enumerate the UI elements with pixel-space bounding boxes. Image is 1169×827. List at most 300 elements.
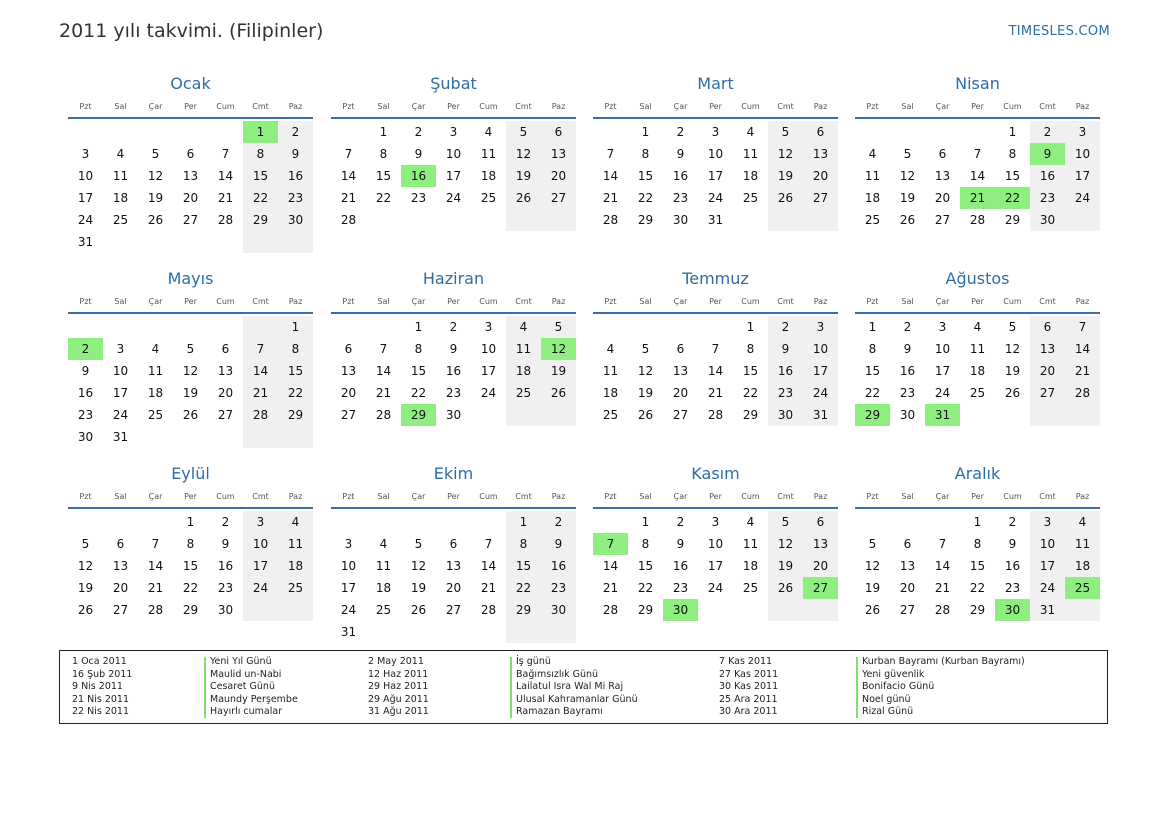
holiday-name: Maulid un-Nabi — [210, 668, 282, 680]
holiday-day-cell: 7 — [593, 533, 628, 555]
holiday-date: 7 Kas 2011 — [719, 656, 773, 667]
holiday-name: Ramazan Bayramı — [516, 706, 603, 718]
site-link[interactable]: TIMESLES.COM — [1008, 24, 1110, 39]
day-cell: 9 — [278, 143, 313, 165]
day-cell: 5 — [186, 342, 195, 356]
holiday-date-column — [368, 656, 429, 719]
day-cell: 17 — [707, 169, 724, 183]
day-cell: 17 — [243, 555, 278, 577]
empty-cell — [471, 621, 506, 643]
day-cell: 4 — [278, 511, 313, 533]
empty-cell — [471, 209, 506, 231]
empty-cell — [1065, 209, 1100, 231]
weekday-label: Çar — [148, 492, 163, 501]
day-cell: 6 — [541, 121, 576, 143]
weekday-label: Çar — [935, 492, 950, 501]
day-cell: 17 — [934, 364, 951, 378]
empty-cell — [471, 404, 506, 426]
day-cell: 14 — [707, 364, 724, 378]
day-cell: 15 — [243, 165, 278, 187]
header-divider — [593, 117, 838, 119]
empty-cell — [243, 426, 278, 448]
day-cell: 25 — [278, 577, 313, 599]
empty-cell — [366, 316, 401, 338]
day-cell: 22 — [969, 581, 986, 595]
day-cell: 12 — [506, 143, 541, 165]
day-cell: 5 — [903, 147, 912, 161]
day-cell: 22 — [182, 581, 199, 595]
weekday-label: Cum — [1003, 102, 1022, 111]
day-cell: 4 — [868, 147, 877, 161]
day-cell: 17 — [1030, 555, 1065, 577]
day-cell: 26 — [637, 408, 654, 422]
empty-cell — [925, 511, 960, 533]
day-cell: 21 — [934, 581, 951, 595]
weekday-label: Paz — [813, 297, 828, 306]
day-cell: 10 — [243, 533, 278, 555]
day-cell: 28 — [375, 408, 392, 422]
weekday-label: Per — [709, 492, 722, 501]
empty-cell — [803, 599, 838, 621]
weekday-label: Çar — [148, 297, 163, 306]
day-cell: 18 — [864, 191, 881, 205]
day-cell: 13 — [445, 559, 462, 573]
day-cell: 25 — [506, 382, 541, 404]
month-block — [855, 463, 1100, 621]
day-cell: 16 — [217, 559, 234, 573]
day-cell: 2 — [1030, 121, 1065, 143]
day-cell: 13 — [182, 169, 199, 183]
header-divider — [68, 312, 313, 314]
day-cell: 27 — [541, 187, 576, 209]
weekday-label: Per — [184, 492, 197, 501]
day-cell: 16 — [541, 555, 576, 577]
weekday-label: Per — [447, 102, 460, 111]
day-cell: 28 — [969, 213, 986, 227]
day-cell: 15 — [410, 364, 427, 378]
day-cell: 22 — [637, 191, 654, 205]
header-divider — [593, 312, 838, 314]
month-block — [68, 463, 313, 621]
day-cell: 19 — [1004, 364, 1021, 378]
weekday-label: Per — [971, 297, 984, 306]
empty-cell — [855, 511, 890, 533]
day-cell: 19 — [768, 555, 803, 577]
day-cell: 9 — [414, 147, 423, 161]
holiday-day-cell: 29 — [855, 404, 890, 426]
day-cell: 29 — [637, 603, 654, 617]
weekday-label: Per — [447, 297, 460, 306]
day-cell: 18 — [112, 191, 129, 205]
day-cell: 3 — [711, 515, 720, 529]
weekday-header — [331, 292, 576, 312]
day-cell: 16 — [672, 169, 689, 183]
empty-cell — [138, 426, 173, 448]
day-cell: 29 — [278, 404, 313, 426]
day-cell: 11 — [278, 533, 313, 555]
weekday-label: Sal — [114, 297, 127, 306]
holiday-day-cell: 1 — [243, 121, 278, 143]
day-cell: 6 — [803, 121, 838, 143]
day-cell: 28 — [1065, 382, 1100, 404]
holiday-date: 30 Kas 2011 — [719, 681, 779, 693]
empty-cell — [890, 121, 925, 143]
day-cell: 7 — [484, 537, 493, 551]
day-cell: 8 — [746, 342, 755, 356]
holiday-day-cell: 12 — [541, 338, 576, 360]
day-cell: 31 — [112, 430, 129, 444]
day-cell: 13 — [541, 143, 576, 165]
empty-cell — [698, 599, 733, 621]
header-divider — [855, 117, 1100, 119]
day-cell: 3 — [803, 316, 838, 338]
holiday-date: 27 Kas 2011 — [719, 668, 779, 680]
weekday-label: Sal — [114, 492, 127, 501]
day-cell: 20 — [803, 165, 838, 187]
empty-cell — [436, 209, 471, 231]
weekday-label: Çar — [935, 297, 950, 306]
holiday-marker — [204, 657, 206, 718]
day-cell: 26 — [899, 213, 916, 227]
empty-cell — [471, 511, 506, 533]
day-cell: 25 — [742, 581, 759, 595]
day-cell: 19 — [768, 165, 803, 187]
empty-cell — [995, 404, 1030, 426]
day-cell: 19 — [541, 360, 576, 382]
day-cell: 2 — [221, 515, 230, 529]
day-cell: 2 — [1008, 515, 1017, 529]
empty-cell — [436, 621, 471, 643]
weekday-label: Cmt — [777, 492, 794, 501]
day-cell: 6 — [938, 147, 947, 161]
empty-cell — [366, 511, 401, 533]
holiday-list — [59, 650, 1108, 724]
day-cell: 24 — [77, 213, 94, 227]
day-cell: 27 — [1030, 382, 1065, 404]
day-cell: 3 — [1030, 511, 1065, 533]
weekday-label: Per — [184, 297, 197, 306]
day-cell: 27 — [672, 408, 689, 422]
day-cell: 23 — [1004, 581, 1021, 595]
empty-cell — [243, 599, 278, 621]
day-cell: 7 — [344, 147, 353, 161]
day-cell: 11 — [602, 364, 619, 378]
day-cell: 20 — [803, 555, 838, 577]
empty-cell — [506, 621, 541, 643]
day-cell: 1 — [973, 515, 982, 529]
page-title: 2011 yılı takvimi. (Filipinler) — [59, 20, 324, 42]
day-cell: 4 — [506, 316, 541, 338]
weekday-label: Sal — [377, 492, 390, 501]
day-cell: 30 — [217, 603, 234, 617]
day-cell: 20 — [445, 581, 462, 595]
weekday-label: Cum — [479, 102, 498, 111]
month-name: Mayıs — [167, 269, 214, 288]
day-cell: 19 — [410, 581, 427, 595]
day-cell: 28 — [340, 213, 357, 227]
weekday-label: Cmt — [252, 102, 269, 111]
day-cell: 21 — [217, 191, 234, 205]
day-cell: 8 — [1008, 147, 1017, 161]
holiday-day-cell: 30 — [663, 599, 698, 621]
weekday-label: Cum — [741, 102, 760, 111]
day-cell: 10 — [480, 342, 497, 356]
day-cell: 10 — [934, 342, 951, 356]
day-cell: 28 — [217, 213, 234, 227]
holiday-name: Rizal Günü — [862, 706, 914, 718]
empty-cell — [506, 404, 541, 426]
holiday-day-cell: 31 — [925, 404, 960, 426]
day-cell: 9 — [541, 533, 576, 555]
day-cell: 31 — [803, 404, 838, 426]
day-cell: 12 — [147, 169, 164, 183]
empty-cell — [803, 209, 838, 231]
weekday-header — [855, 487, 1100, 507]
day-cell: 7 — [221, 147, 230, 161]
empty-cell — [1065, 599, 1100, 621]
day-grid — [855, 121, 1100, 231]
holiday-date: 21 Nis 2011 — [72, 693, 129, 705]
day-cell: 4 — [379, 537, 388, 551]
empty-cell — [366, 621, 401, 643]
weekday-label: Sal — [639, 297, 652, 306]
day-cell: 2 — [903, 320, 912, 334]
day-cell: 1 — [746, 320, 755, 334]
day-cell: 12 — [77, 559, 94, 573]
empty-cell — [1065, 404, 1100, 426]
day-cell: 14 — [243, 360, 278, 382]
day-cell: 13 — [112, 559, 129, 573]
day-cell: 5 — [868, 537, 877, 551]
weekday-label: Pzt — [342, 102, 355, 111]
weekday-label: Cmt — [1039, 102, 1056, 111]
weekday-header — [593, 292, 838, 312]
day-cell: 31 — [1030, 599, 1065, 621]
day-cell: 16 — [1004, 559, 1021, 573]
header-divider — [593, 507, 838, 509]
empty-cell — [628, 316, 663, 338]
empty-cell — [173, 426, 208, 448]
weekday-label: Paz — [551, 492, 566, 501]
day-cell: 23 — [672, 581, 689, 595]
day-cell: 25 — [864, 213, 881, 227]
weekday-label: Cmt — [1039, 297, 1056, 306]
weekday-label: Sal — [377, 102, 390, 111]
empty-cell — [401, 511, 436, 533]
day-cell: 10 — [707, 537, 724, 551]
day-cell: 10 — [77, 169, 94, 183]
day-cell: 16 — [899, 364, 916, 378]
day-cell: 12 — [768, 533, 803, 555]
month-block — [593, 268, 838, 426]
day-cell: 21 — [375, 386, 392, 400]
day-cell: 22 — [278, 382, 313, 404]
day-cell: 15 — [637, 169, 654, 183]
day-cell: 1 — [506, 511, 541, 533]
day-cell: 8 — [243, 143, 278, 165]
holiday-name: Bağımsızlık Günü — [516, 668, 599, 680]
empty-cell — [68, 316, 103, 338]
day-cell: 8 — [379, 147, 388, 161]
holiday-date: 31 Ağu 2011 — [368, 706, 429, 718]
day-cell: 23 — [899, 386, 916, 400]
holiday-day-cell: 2 — [68, 338, 103, 360]
day-cell: 18 — [480, 169, 497, 183]
month-name: Şubat — [430, 74, 477, 93]
day-cell: 18 — [1065, 555, 1100, 577]
day-cell: 23 — [672, 191, 689, 205]
day-cell: 2 — [278, 121, 313, 143]
day-cell: 12 — [1004, 342, 1021, 356]
day-cell: 23 — [1030, 187, 1065, 209]
day-cell: 16 — [278, 165, 313, 187]
day-cell: 27 — [182, 213, 199, 227]
day-cell: 6 — [449, 537, 458, 551]
day-cell: 5 — [541, 316, 576, 338]
day-cell: 3 — [711, 125, 720, 139]
empty-cell — [1030, 404, 1065, 426]
empty-cell — [401, 621, 436, 643]
day-cell: 11 — [742, 147, 759, 161]
day-cell: 19 — [637, 386, 654, 400]
day-cell: 18 — [742, 559, 759, 573]
day-cell: 13 — [899, 559, 916, 573]
day-grid — [593, 511, 838, 621]
day-cell: 17 — [77, 191, 94, 205]
day-cell: 3 — [1065, 121, 1100, 143]
day-cell: 28 — [243, 404, 278, 426]
weekday-label: Pzt — [79, 297, 92, 306]
empty-cell — [278, 599, 313, 621]
empty-cell — [138, 121, 173, 143]
holiday-date-column — [72, 656, 132, 719]
day-cell: 9 — [676, 147, 685, 161]
holiday-marker — [856, 657, 858, 718]
weekday-label: Cmt — [515, 102, 532, 111]
day-cell: 28 — [480, 603, 497, 617]
month-name: Kasım — [691, 464, 740, 483]
weekday-label: Cmt — [252, 492, 269, 501]
weekday-label: Cmt — [515, 492, 532, 501]
day-cell: 24 — [707, 191, 724, 205]
month-name: Haziran — [422, 269, 485, 288]
day-cell: 5 — [641, 342, 650, 356]
weekday-label: Cum — [479, 492, 498, 501]
day-cell: 19 — [147, 191, 164, 205]
day-cell: 21 — [147, 581, 164, 595]
weekday-label: Çar — [673, 102, 688, 111]
month-block — [331, 268, 576, 426]
day-cell: 6 — [344, 342, 353, 356]
day-cell: 26 — [77, 603, 94, 617]
day-cell: 13 — [672, 364, 689, 378]
day-cell: 12 — [864, 559, 881, 573]
header-divider — [68, 117, 313, 119]
day-cell: 2 — [676, 515, 685, 529]
weekday-label: Sal — [901, 102, 914, 111]
holiday-day-cell: 30 — [995, 599, 1030, 621]
day-cell: 27 — [899, 603, 916, 617]
holiday-date: 29 Haz 2011 — [368, 681, 429, 693]
day-cell: 23 — [278, 187, 313, 209]
empty-cell — [733, 599, 768, 621]
weekday-label: Çar — [673, 492, 688, 501]
day-cell: 5 — [768, 511, 803, 533]
weekday-label: Pzt — [604, 492, 617, 501]
day-grid — [68, 121, 313, 253]
day-cell: 23 — [445, 386, 462, 400]
month-name: Mart — [697, 74, 734, 93]
day-cell: 8 — [641, 147, 650, 161]
day-cell: 13 — [803, 533, 838, 555]
day-cell: 8 — [868, 342, 877, 356]
day-cell: 2 — [541, 511, 576, 533]
empty-cell — [541, 621, 576, 643]
weekday-header — [68, 292, 313, 312]
day-cell: 29 — [506, 599, 541, 621]
empty-cell — [960, 404, 995, 426]
day-cell: 19 — [864, 581, 881, 595]
day-cell: 22 — [375, 191, 392, 205]
day-cell: 20 — [182, 191, 199, 205]
day-cell: 30 — [672, 213, 689, 227]
day-cell: 2 — [768, 316, 803, 338]
day-cell: 17 — [707, 559, 724, 573]
day-cell: 4 — [484, 125, 493, 139]
day-cell: 24 — [803, 382, 838, 404]
weekday-header — [331, 487, 576, 507]
day-cell: 4 — [151, 342, 160, 356]
day-cell: 10 — [445, 147, 462, 161]
day-cell: 2 — [449, 320, 458, 334]
weekday-label: Pzt — [342, 492, 355, 501]
day-grid — [855, 316, 1100, 426]
empty-cell — [278, 231, 313, 253]
day-cell: 6 — [186, 147, 195, 161]
day-grid — [593, 316, 838, 426]
day-cell: 27 — [445, 603, 462, 617]
day-cell: 22 — [410, 386, 427, 400]
day-cell: 20 — [1030, 360, 1065, 382]
weekday-label: Sal — [639, 102, 652, 111]
day-cell: 18 — [602, 386, 619, 400]
day-cell: 1 — [868, 320, 877, 334]
day-cell: 6 — [803, 511, 838, 533]
empty-cell — [436, 511, 471, 533]
day-grid — [331, 121, 576, 231]
day-cell: 23 — [410, 191, 427, 205]
empty-cell — [733, 209, 768, 231]
empty-cell — [138, 231, 173, 253]
holiday-day-cell: 25 — [1065, 577, 1100, 599]
day-cell: 26 — [410, 603, 427, 617]
day-grid — [68, 316, 313, 448]
day-cell: 24 — [112, 408, 129, 422]
holiday-date: 22 Nis 2011 — [72, 706, 129, 718]
day-cell: 24 — [480, 386, 497, 400]
day-cell: 19 — [182, 386, 199, 400]
day-cell: 30 — [1030, 209, 1065, 231]
day-cell: 9 — [903, 342, 912, 356]
day-cell: 29 — [637, 213, 654, 227]
day-cell: 14 — [480, 559, 497, 573]
day-cell: 23 — [77, 408, 94, 422]
weekday-label: Pzt — [79, 102, 92, 111]
holiday-date: 30 Ara 2011 — [719, 706, 778, 718]
day-cell: 15 — [864, 364, 881, 378]
day-cell: 30 — [768, 404, 803, 426]
weekday-label: Sal — [377, 297, 390, 306]
